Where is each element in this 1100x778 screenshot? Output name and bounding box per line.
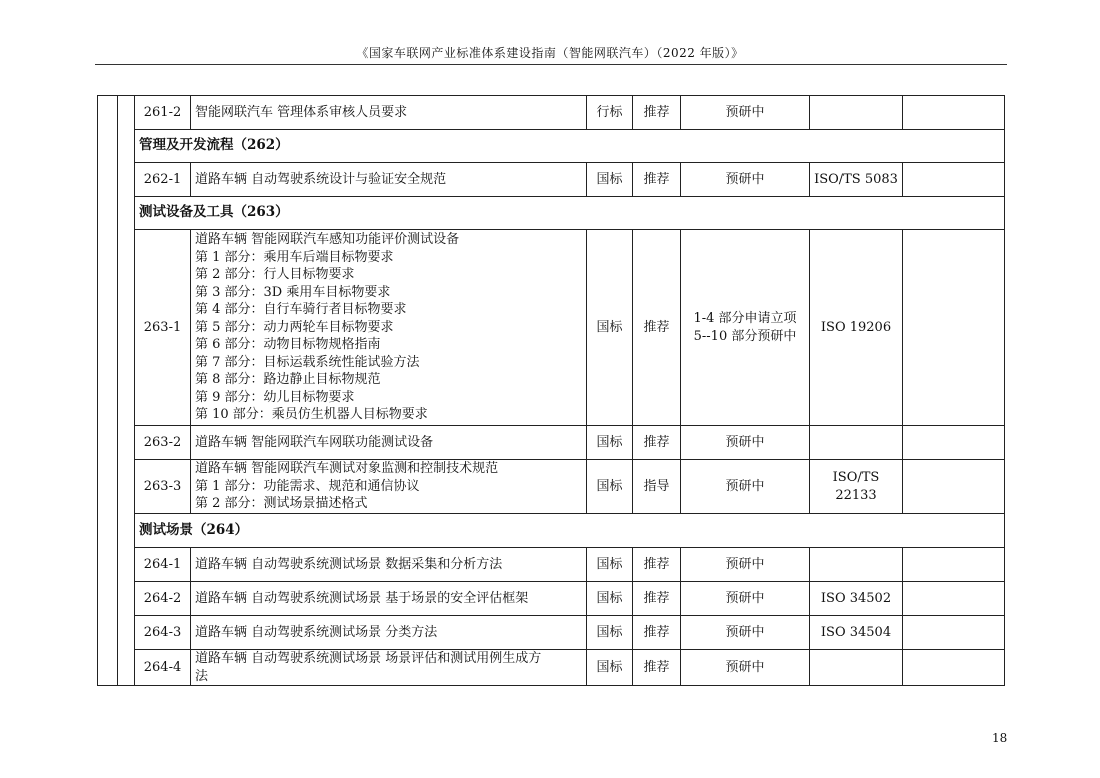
standard-status-line: 预研中 [725,624,765,640]
standard-status-line: 预研中 [725,556,765,572]
outer-margin-cell [98,96,118,686]
international-reference [810,548,903,582]
table-row [98,426,1005,460]
international-reference [810,96,903,130]
standard-name-line: 道路车辆 自动驾驶系统设计与验证安全规范 [195,171,447,187]
standard-status-line: 5--10 部分预研中 [693,328,797,344]
standard-name-line: 第 9 部分：幼儿目标物要求 [195,389,355,405]
standard-status [681,230,810,426]
remarks-cell [903,582,1005,616]
standard-status-line: 预研中 [725,590,765,606]
standard-status-line: 预研中 [725,104,765,120]
table-row [98,460,1005,514]
standard-level: 推荐 [633,426,681,460]
standard-level: 推荐 [633,163,681,197]
standard-name-line: 第 3 部分：3D 乘用车目标物要求 [195,284,391,300]
section-row [98,197,1005,230]
international-reference-line: ISO 34504 [820,624,892,640]
standard-level: 指导 [633,460,681,514]
international-reference-line: ISO/TS 5083 [814,171,898,187]
standard-name [191,650,587,686]
standard-id: 261-2 [135,96,191,130]
standard-name-line: 第 6 部分：动物目标物规格指南 [195,337,381,353]
table-row [98,582,1005,616]
international-reference [810,426,903,460]
standard-status-line: 1-4 部分申请立项 [693,311,797,326]
standard-type: 国标 [587,616,633,650]
standard-id: 264-1 [135,548,191,582]
table-row [98,230,1005,426]
standard-name [191,548,587,582]
section-row [98,130,1005,163]
standard-name-line: 第 5 部分：动力两轮车目标物要求 [195,319,394,335]
standard-name-line: 道路车辆 智能网联汽车感知功能评价测试设备 [195,232,460,248]
standard-status [681,582,810,616]
running-header: 《国家车联网产业标准体系建设指南（智能网联汽车）（2022 年版）》 [356,46,744,60]
standard-status [681,426,810,460]
standard-id: 263-3 [135,460,191,514]
standard-name [191,230,587,426]
standard-name [191,96,587,130]
standard-level: 推荐 [633,230,681,426]
international-reference [810,616,903,650]
standard-name [191,426,587,460]
standard-name-line: 第 10 部分：乘员仿生机器人目标物要求 [195,407,428,423]
standards-table [97,95,1005,686]
standard-name [191,616,587,650]
standard-status-line: 预研中 [725,478,765,494]
standard-name-line: 第 1 部分：功能需求、规范和通信协议 [195,478,420,494]
standard-status-line: 预研中 [725,434,765,450]
remarks-cell [903,650,1005,686]
standard-status [681,650,810,686]
standard-id: 263-2 [135,426,191,460]
standard-name [191,460,587,514]
standard-level: 推荐 [633,616,681,650]
standard-name-line: 智能网联汽车 管理体系审核人员要求 [195,104,408,120]
section-title: 测试设备及工具（263） [135,197,1005,230]
standard-name-line: 第 4 部分：自行车骑行者目标物要求 [195,302,407,318]
standard-name-line: 道路车辆 自动驾驶系统测试场景 基于场景的安全评估框架 [195,590,529,606]
section-title: 测试场景（264） [135,514,1005,548]
standard-name [191,163,587,197]
remarks-cell [903,548,1005,582]
standard-status [681,96,810,130]
standard-name-line: 道路车辆 自动驾驶系统测试场景 数据采集和分析方法 [195,556,503,572]
international-reference-line: 22133 [835,487,877,503]
table-row [98,650,1005,686]
header-rule [95,64,1007,65]
remarks-cell [903,163,1005,197]
standard-type: 行标 [587,96,633,130]
remarks-cell [903,230,1005,426]
standard-status [681,548,810,582]
international-reference [810,582,903,616]
page-number: 18 [992,731,1008,745]
international-reference [810,460,903,514]
standard-level: 推荐 [633,582,681,616]
remarks-cell [903,460,1005,514]
international-reference-line: ISO 19206 [820,319,892,335]
international-reference [810,230,903,426]
standard-name-line: 第 2 部分：行人目标物要求 [195,267,355,283]
standard-type: 国标 [587,548,633,582]
standard-type: 国标 [587,426,633,460]
standard-status-line: 预研中 [725,659,765,675]
standard-name-line: 道路车辆 智能网联汽车测试对象监测和控制技术规范 [195,461,499,477]
standard-name-line: 第 2 部分：测试场景描述格式 [195,496,368,512]
standard-type: 国标 [587,230,633,426]
table-body [98,96,1005,686]
standard-status [681,616,810,650]
standard-type: 国标 [587,163,633,197]
table-row [98,96,1005,130]
standard-level: 推荐 [633,96,681,130]
standard-name-line: 第 1 部分：乘用车后端目标物要求 [195,249,394,265]
standard-status-line: 预研中 [725,171,765,187]
remarks-cell [903,616,1005,650]
standard-name-line: 道路车辆 自动驾驶系统测试场景 分类方法 [195,624,438,640]
standard-id: 262-1 [135,163,191,197]
international-reference [810,650,903,686]
inner-margin-cell [118,96,135,686]
standard-id: 264-3 [135,616,191,650]
standard-name-line: 法 [195,668,209,684]
standard-name-line: 道路车辆 自动驾驶系统测试场景 场景评估和测试用例生成方 [195,651,542,666]
standard-status [681,163,810,197]
international-reference [810,163,903,197]
standard-name-line: 第 8 部分：路边静止目标物规范 [195,372,381,388]
table-row [98,163,1005,197]
table-row [98,616,1005,650]
standard-type: 国标 [587,650,633,686]
standard-level: 推荐 [633,548,681,582]
standard-id: 264-4 [135,650,191,686]
international-reference-line: ISO/TS [832,470,880,485]
international-reference-line: ISO 34502 [820,590,892,606]
standard-type: 国标 [587,582,633,616]
remarks-cell [903,426,1005,460]
table-row [98,548,1005,582]
section-row [98,514,1005,548]
standard-status [681,460,810,514]
standard-level: 推荐 [633,650,681,686]
remarks-cell [903,96,1005,130]
standard-name [191,582,587,616]
standard-name-line: 第 7 部分：目标运载系统性能试验方法 [195,354,420,370]
standard-id: 263-1 [135,230,191,426]
standard-name-line: 道路车辆 智能网联汽车网联功能测试设备 [195,434,434,450]
standard-id: 264-2 [135,582,191,616]
section-title: 管理及开发流程（262） [135,130,1005,163]
standard-type: 国标 [587,460,633,514]
